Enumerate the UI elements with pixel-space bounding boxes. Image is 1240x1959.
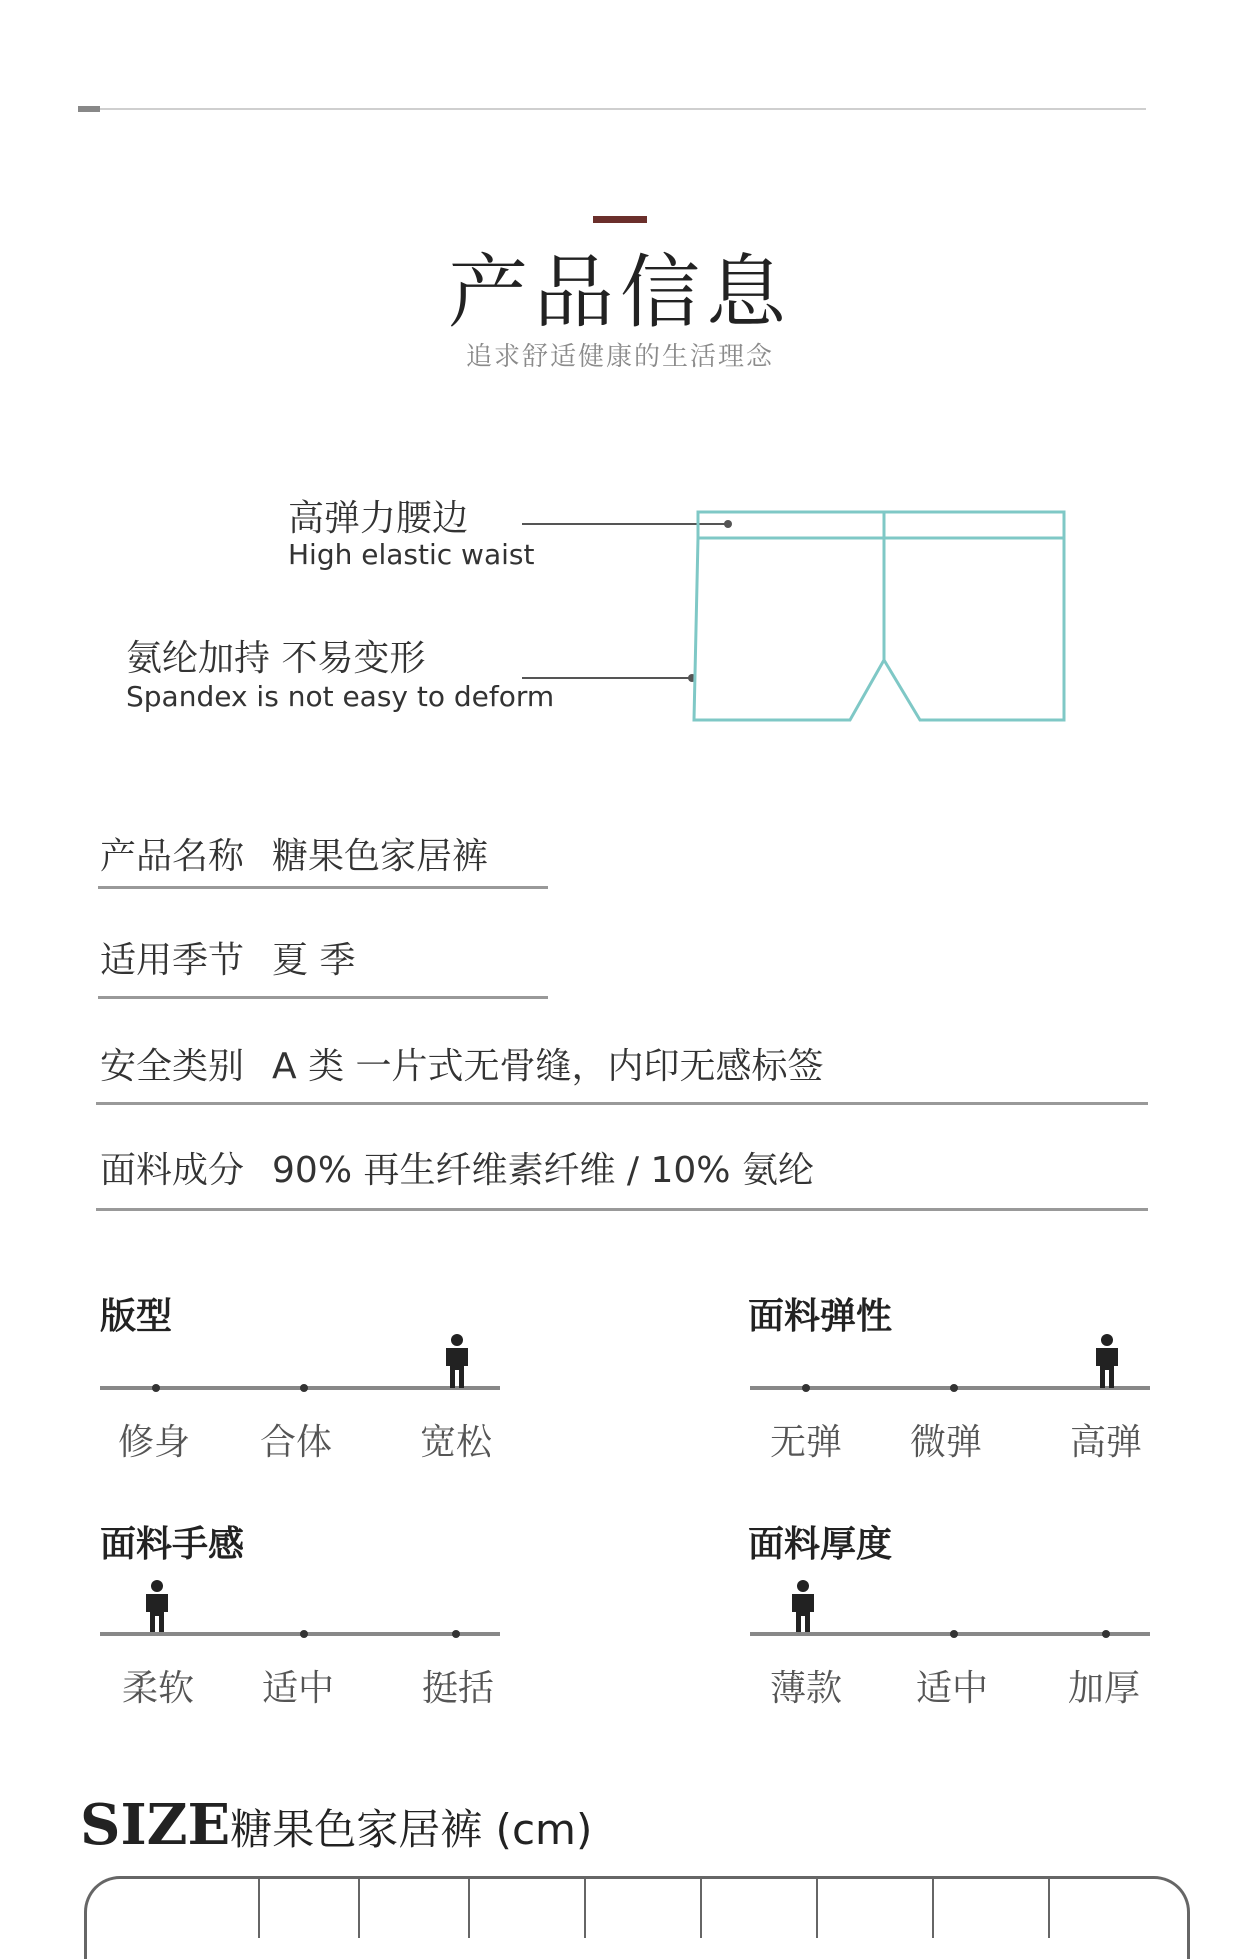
scale-dot — [950, 1630, 958, 1638]
info-divider — [96, 1102, 1148, 1105]
attr-elasticity-title: 面料弹性 — [748, 1296, 893, 1337]
scale-label: 加厚 — [1067, 1668, 1140, 1709]
info-value: 夏 季 — [272, 940, 356, 981]
size-table-col-sep — [932, 1878, 934, 1938]
top-divider-tick — [78, 106, 100, 112]
person-marker-icon — [1090, 1334, 1124, 1388]
size-table-col-sep — [584, 1878, 586, 1938]
callout-waist-cn: 高弹力腰边 — [288, 498, 469, 539]
scale-label: 适中 — [261, 1668, 334, 1709]
attr-handfeel-title: 面料手感 — [100, 1524, 245, 1565]
size-title — [80, 1792, 592, 1858]
scale-dot — [152, 1384, 160, 1392]
size-table-col-sep — [700, 1878, 702, 1938]
size-table-col-sep — [816, 1878, 818, 1938]
info-divider — [98, 886, 548, 889]
attr-fit-title: 版型 — [100, 1296, 173, 1337]
info-label: 面料成分 — [100, 1150, 245, 1191]
info-value: 90% 再生纤维素纤维 / 10% 氨纶 — [272, 1150, 814, 1191]
info-value: A 类 一片式无骨缝，内印无感标签 — [272, 1046, 824, 1087]
scale-label: 合体 — [259, 1422, 332, 1463]
scale-dot — [1102, 1630, 1110, 1638]
info-row-product-name — [100, 828, 488, 879]
person-marker-icon — [440, 1334, 474, 1388]
info-row-season — [100, 932, 355, 983]
size-title-rest: 糖果色家居裤 (cm) — [230, 1805, 593, 1854]
top-divider — [78, 108, 1146, 110]
title-accent-bar — [593, 216, 647, 223]
scale-dot — [950, 1384, 958, 1392]
size-table-col-sep — [358, 1878, 360, 1938]
size-table-frame — [84, 1876, 1190, 1959]
info-row-safety — [100, 1038, 824, 1089]
shorts-outline-illustration — [690, 508, 1070, 728]
size-table-col-sep — [468, 1878, 470, 1938]
scale-label: 柔软 — [121, 1668, 194, 1709]
scale-label: 薄款 — [769, 1668, 842, 1709]
scale-label: 宽松 — [419, 1422, 492, 1463]
scale-label: 无弹 — [769, 1422, 842, 1463]
person-marker-icon — [786, 1580, 820, 1634]
callout-spandex-en: Spandex is not easy to deform — [126, 680, 555, 713]
scale-label: 修身 — [117, 1422, 190, 1463]
scale-label: 微弹 — [909, 1422, 982, 1463]
callout-spandex-leader — [522, 677, 692, 679]
info-label: 适用季节 — [100, 940, 245, 981]
scale-dot — [300, 1630, 308, 1638]
scale-dot — [452, 1630, 460, 1638]
info-divider — [96, 1208, 1148, 1211]
info-value: 糖果色家居裤 — [272, 836, 489, 877]
scale-label: 挺括 — [421, 1668, 494, 1709]
callout-waist-en: High elastic waist — [288, 538, 535, 571]
callout-spandex-cn: 氨纶加持 不易变形 — [126, 638, 426, 679]
scale-dot — [802, 1384, 810, 1392]
scale-label: 高弹 — [1069, 1422, 1142, 1463]
person-marker-icon — [140, 1580, 174, 1634]
size-title-main: SIZE — [80, 1792, 231, 1858]
attr-thickness-title: 面料厚度 — [748, 1524, 893, 1565]
info-label: 安全类别 — [100, 1046, 245, 1087]
size-table-col-sep — [1048, 1878, 1050, 1938]
scale-label: 适中 — [915, 1668, 988, 1709]
info-label: 产品名称 — [100, 836, 245, 877]
page-subtitle: 追求舒适健康的生活理念 — [465, 342, 774, 372]
info-row-fabric — [100, 1142, 814, 1193]
scale-dot — [300, 1384, 308, 1392]
page-title: 产品信息 — [448, 246, 792, 339]
size-table-col-sep — [258, 1878, 260, 1938]
info-divider — [98, 996, 548, 999]
